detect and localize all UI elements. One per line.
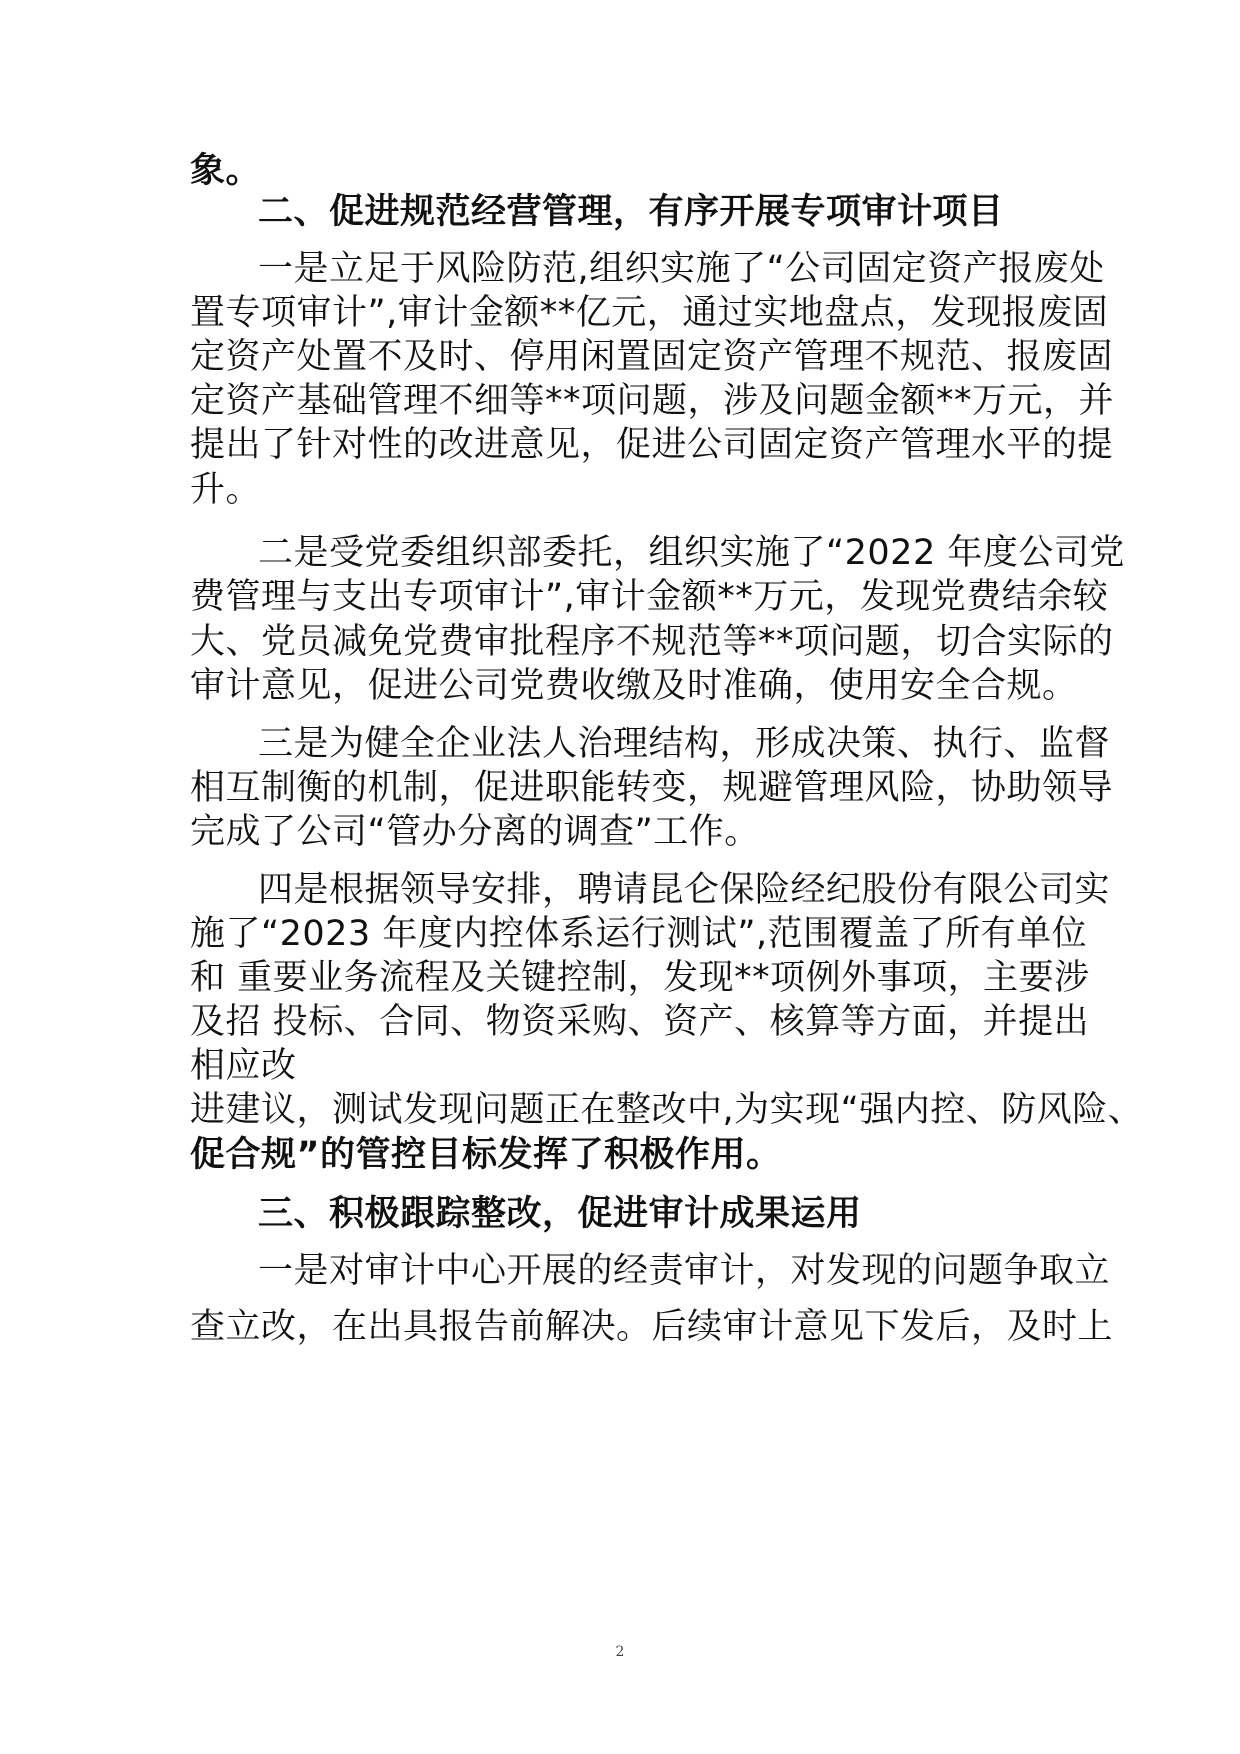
paragraph-line: 施了“2023 年度内控体系运行测试”,范围覆盖了所有单位 (190, 914, 1088, 954)
paragraph-line: 提出了针对性的改进意见，促进公司固定资产管理水平的提 (190, 425, 1114, 465)
paragraph-line: 查立改，在出具报告前解决。后续审计意见下发后，及时上 (190, 1307, 1114, 1347)
section-heading-3: 三、积极跟踪整改，促进审计成果运用 (258, 1194, 862, 1234)
paragraph-line: 费管理与支出专项审计”,审计金额**万元，发现党费结余较 (190, 577, 1109, 617)
paragraph-line: 进建议，测试发现问题正在整改中,为实现“强内控、防风险、 (190, 1090, 1144, 1130)
paragraph-line: 一是对审计中心开展的经责审计，对发现的问题争取立 (258, 1251, 1111, 1291)
paragraph-line: 及招 投标、合同、物资采购、资产、核算等方面，并提出 (190, 1002, 1090, 1042)
paragraph-line: 升。 (190, 470, 262, 510)
paragraph-line: 一是立足于风险防范,组织实施了“公司固定资产报废处 (258, 249, 1105, 289)
paragraph-line: 相应改 (190, 1046, 297, 1086)
paragraph-line: 四是根据领导安排，聘请昆仑保险经纪股份有限公司实 (258, 870, 1111, 910)
section-heading-2: 二、促进规范经营管理，有序开展专项审计项目 (258, 192, 1004, 232)
paragraph-line: 审计意见，促进公司党费收缴及时准确，使用安全合规。 (190, 666, 1078, 706)
paragraph-line: 相互制衡的机制，促进职能转变，规避管理风险，协助领导 (190, 768, 1114, 808)
paragraph-line: 定资产基础管理不细等**项问题，涉及问题金额**万元，并 (190, 381, 1115, 421)
paragraph-continuation: 象。 (190, 151, 262, 191)
page-number: 2 (615, 1644, 625, 1660)
paragraph-line: 完成了公司“管办分离的调查”工作。 (190, 812, 760, 852)
paragraph-line: 和 重要业务流程及关键控制，发现**项例外事项，主要涉 (190, 958, 1090, 998)
paragraph-line: 置专项审计”,审计金额**亿元，通过实地盘点，发现报废固 (190, 293, 1109, 333)
paragraph-line: 三是为健全企业法人治理结构，形成决策、执行、监督 (258, 724, 1111, 764)
paragraph-line: 定资产处置不及时、停用闲置固定资产管理不规范、报废固 (190, 337, 1114, 377)
paragraph-line: 促合规”的管控目标发挥了积极作用。 (190, 1135, 782, 1175)
paragraph-line: 二是受党委组织部委托，组织实施了“2022 年度公司党 (258, 533, 1125, 573)
paragraph-line: 大、党员减免党费审批程序不规范等**项问题，切合实际的 (190, 622, 1114, 662)
